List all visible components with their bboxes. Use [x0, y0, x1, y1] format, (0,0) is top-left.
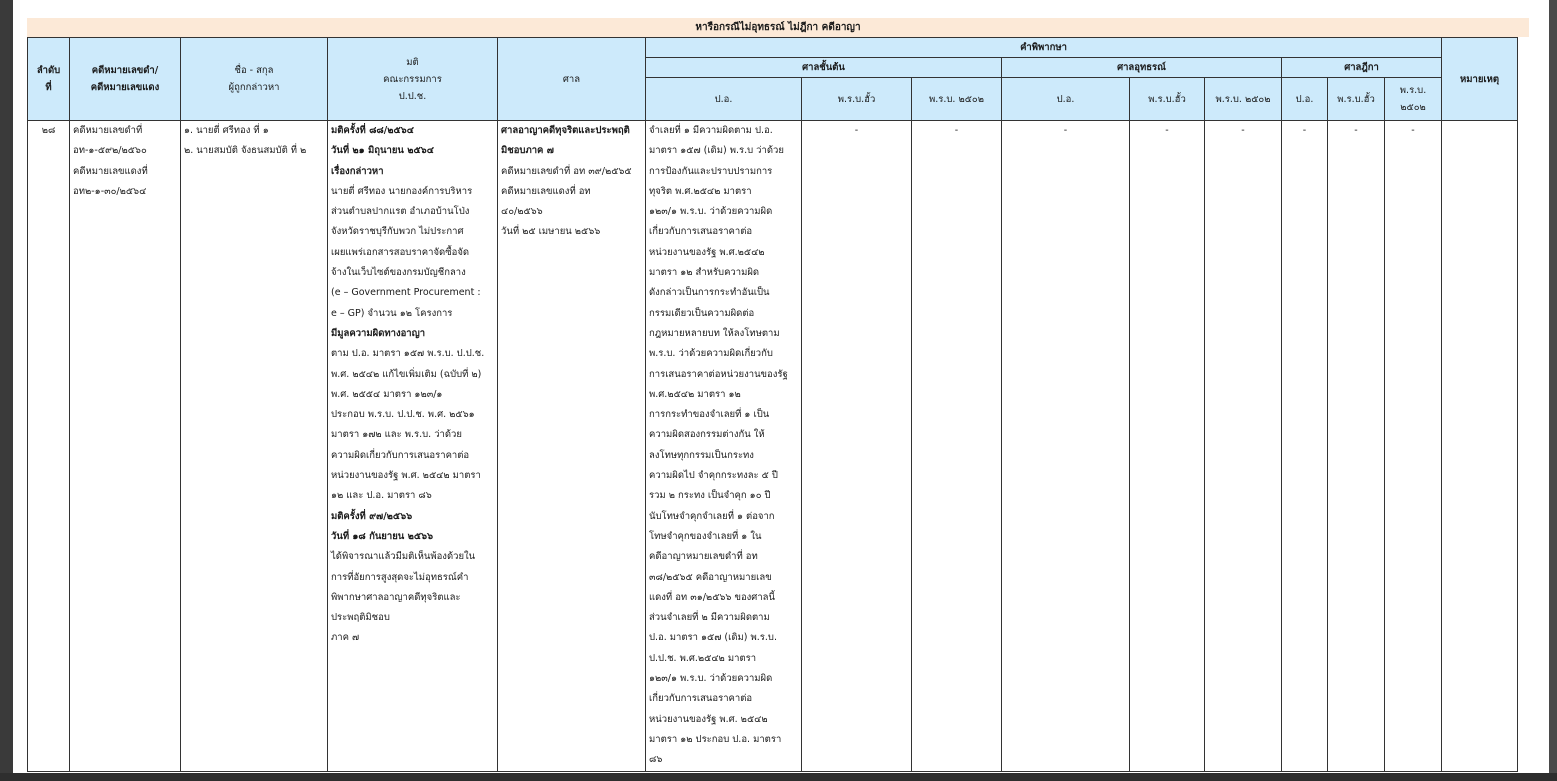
- cell-line: แดงที่ อท ๓๑/๒๕๖๖ ของศาลนี้: [649, 591, 775, 603]
- cell-line: นายตี่ ศรีทอง นายกองค์การบริหาร: [331, 185, 473, 197]
- cell-line: หน่วยงานของรัฐ พ.ศ. ๒๕๔๒ มาตรา: [331, 470, 481, 482]
- cell-line: ความผิดเกี่ยวกับการเสนอราคาต่อ: [331, 449, 470, 461]
- cell-line: รวม ๒ กระทง เป็นจำคุก ๑๐ ปี: [649, 490, 771, 502]
- cell-line: ๔๐/๒๕๖๖: [501, 206, 543, 218]
- header-supreme-po: ป.อ.: [1282, 78, 1328, 121]
- cell-line: ได้พิจารณาแล้วมีมติเห็นพ้องด้วยใน: [331, 551, 476, 563]
- cell-line: จ้างในเว็บไซต์ของกรมบัญชีกลาง: [331, 267, 466, 279]
- header-first-court: ศาลชั้นต้น: [646, 58, 1002, 78]
- cell-line: มิชอบภาค ๗: [501, 145, 554, 157]
- header-accused: ชื่อ - สกุล ผู้ถูกกล่าวหา: [181, 38, 328, 121]
- cell-first-pr-2502: -: [912, 121, 1002, 772]
- cell-first-po: [646, 121, 802, 772]
- cell-remark: [1442, 121, 1518, 772]
- header-remark: หมายเหตุ: [1442, 38, 1518, 121]
- cell-first-pr-bua: -: [802, 121, 912, 772]
- cell-line: ทุจริต พ.ศ.๒๕๔๒ มาตรา: [649, 185, 752, 197]
- cell-line: วันที่ ๒๕ เมษายน ๒๕๖๖: [501, 226, 601, 238]
- cell-line: จังหวัดราชบุรีกับพวก ไม่ประกาศ: [331, 226, 464, 238]
- cell-court: [498, 121, 646, 772]
- cell-line: ป.อ. มาตรา ๑๕๗ (เดิม) พ.ร.บ.: [649, 632, 777, 644]
- cell-line: เกี่ยวกับการเสนอราคาต่อ: [649, 693, 753, 705]
- header-appeal-pr-2502: พ.ร.บ. ๒๕๐๒: [1205, 78, 1282, 121]
- header-first-pr-2502: พ.ร.บ. ๒๕๐๒: [912, 78, 1002, 121]
- header-supreme-pr-bua: พ.ร.บ.ฮั้ว: [1328, 78, 1385, 121]
- table-banner-title: หารือกรณีไม่อุทธรณ์ ไม่ฎีกา คดีอาญา: [27, 18, 1529, 37]
- cell-supreme-po: -: [1282, 121, 1328, 772]
- cell-line: คดีอาญาหมายเลขดำที่ อท: [649, 551, 758, 563]
- cell-line: ๑๒๓/๑ พ.ร.บ. ว่าด้วยความผิด: [649, 673, 773, 685]
- cell-line: ๑๒๓/๑ พ.ร.บ. ว่าด้วยความผิด: [649, 206, 773, 218]
- cell-line: จำเลยที่ ๑ มีความผิดตาม ป.อ.: [649, 125, 773, 136]
- cell-line: การเสนอราคาต่อหน่วยงานของรัฐ: [649, 368, 788, 380]
- cell-supreme-pr-2502: -: [1385, 121, 1442, 772]
- cell-appeal-pr-bua: -: [1130, 121, 1205, 772]
- cell-line: ส่วนตำบลปากแรต อำเภอบ้านโป่ง: [331, 206, 470, 218]
- cell-line: หน่วยงานของรัฐ พ.ศ. ๒๕๔๒: [649, 713, 768, 725]
- cell-line: โทษจำคุกของจำเลยที่ ๑ ใน: [649, 530, 762, 542]
- cell-line: ลงโทษทุกกรรมเป็นกระทง: [649, 449, 754, 461]
- header-resolution: มติ คณะกรรมการ ป.ป.ช.: [328, 38, 498, 121]
- cell-supreme-pr-bua: -: [1328, 121, 1385, 772]
- cell-line: พิพากษาศาลอาญาคดีทุจริตและ: [331, 591, 461, 603]
- cell-line: เรื่องกล่าวหา: [331, 165, 384, 177]
- cell-line: ประพฤติมิชอบ: [331, 612, 390, 624]
- right-window-edge: [1549, 0, 1557, 781]
- header-supreme-pr-2502: พ.ร.บ. ๒๕๐๒: [1385, 78, 1442, 121]
- header-appeal-po: ป.อ.: [1002, 78, 1130, 121]
- cell-line: การป้องกันและปราบปรามการ: [649, 165, 773, 177]
- cell-line: พ.ศ. ๒๕๕๔ มาตรา ๑๒๓/๑: [331, 388, 443, 400]
- cell-line: ป.ป.ช. พ.ศ.๒๕๔๒ มาตรา: [649, 652, 757, 664]
- cell-line: เผยแพร่เอกสารสอบราคาจัดซื้อจัด: [331, 246, 470, 258]
- cell-line: พ.ศ.๒๕๔๒ มาตรา ๑๒: [649, 388, 741, 400]
- left-window-edge: [0, 0, 13, 781]
- cell-appeal-po: -: [1002, 121, 1130, 772]
- cell-line: การกระทำของจำเลยที่ ๑ เป็น: [649, 409, 770, 421]
- cell-seq: ๒๘: [28, 121, 70, 772]
- cell-line: ศาลอาญาคดีทุจริตและประพฤติ: [501, 125, 630, 136]
- cell-line: พ.ศ. ๒๕๔๒ แก้ไขเพิ่มเติม (ฉบับที่ ๒): [331, 368, 482, 380]
- header-first-po: ป.อ.: [646, 78, 802, 121]
- cell-line: ตาม ป.อ. มาตรา ๑๕๗ พ.ร.บ. ป.ป.ช.: [331, 348, 485, 360]
- cell-line: ๓๘/๒๕๖๕ คดีอาญาหมายเลข: [649, 571, 772, 583]
- cell-accused: ๑. นายตี่ ศรีทอง ที่ ๑ ๒. นายสมบัติ จังธนสมบัติ ที่ ๒: [181, 121, 328, 772]
- cell-line: มีมูลความผิดทางอาญา: [331, 327, 426, 339]
- cell-line: e – GP) จำนวน ๑๒ โครงการ: [331, 307, 453, 319]
- cell-line: การที่อัยการสูงสุดจะไม่อุทธรณ์คำ: [331, 571, 469, 583]
- header-court: ศาล: [498, 38, 646, 121]
- header-appeal-court: ศาลอุทธรณ์: [1002, 58, 1282, 78]
- cell-line: ดังกล่าวเป็นการกระทำอันเป็น: [649, 287, 770, 299]
- bottom-window-edge: [0, 773, 1557, 781]
- cell-line: นับโทษจำคุกจำเลยที่ ๑ ต่อจาก: [649, 510, 775, 522]
- table-row: [28, 121, 1518, 772]
- cell-line: มาตรา ๑๒ สำหรับความผิด: [649, 267, 760, 279]
- cell-line: วันที่ ๑๘ กันยายน ๒๕๖๖: [331, 530, 434, 542]
- header-seq: ลำดับ ที่: [28, 38, 70, 121]
- cell-line: ๘๖: [649, 754, 663, 766]
- cell-line: มติครั้งที่ ๘๘/๒๕๖๔: [331, 125, 414, 136]
- cell-line: วันที่ ๒๑ มิถุนายน ๒๕๖๔: [331, 145, 434, 157]
- cell-line: ประกอบ พ.ร.บ. ป.ป.ช. พ.ศ. ๒๕๖๑: [331, 409, 475, 421]
- cell-line: (e – Government Procurement :: [331, 287, 481, 299]
- header-case-no: คดีหมายเลขดำ/ คดีหมายเลขแดง: [70, 38, 181, 121]
- cell-line: กรรมเดียวเป็นความผิดต่อ: [649, 307, 755, 319]
- header-supreme-court: ศาลฎีกา: [1282, 58, 1442, 78]
- cell-line: มาตรา ๑๒ ประกอบ ป.อ. มาตรา: [649, 733, 782, 745]
- cell-line: หน่วยงานของรัฐ พ.ศ.๒๕๔๒: [649, 246, 765, 258]
- cases-table: [27, 37, 1518, 772]
- cell-case-no: คดีหมายเลขดำที่ อท-๑-๕๙๒/๒๕๖๐ คดีหมายเลขแดงที่ อท๒-๑-๓๐/๒๕๖๔: [70, 121, 181, 772]
- cell-line: ภาค ๗: [331, 632, 360, 644]
- cell-line: เกี่ยวกับการเสนอราคาต่อ: [649, 226, 753, 238]
- cell-line: คดีหมายเลขดำที่ อท ๓๙/๒๕๖๕: [501, 165, 632, 177]
- cell-line: มาตรา ๑๗๒ และ พ.ร.บ. ว่าด้วย: [331, 429, 462, 441]
- cell-line: ความผิดไป จำคุกกระทงละ ๕ ปี: [649, 470, 778, 482]
- header-first-pr-bua: พ.ร.บ.ฮั้ว: [802, 78, 912, 121]
- cell-line: ความผิดสองกรรมต่างกัน ให้: [649, 429, 765, 441]
- cell-appeal-pr-2502: -: [1205, 121, 1282, 772]
- cell-line: มาตรา ๑๕๗ (เดิม) พ.ร.บ ว่าด้วย: [649, 145, 784, 157]
- header-appeal-pr-bua: พ.ร.บ.ฮั้ว: [1130, 78, 1205, 121]
- cell-line: พ.ร.บ. ว่าด้วยความผิดเกี่ยวกับ: [649, 348, 773, 360]
- cell-line: มติครั้งที่ ๙๗/๒๕๖๖: [331, 510, 413, 522]
- cell-line: ส่วนจำเลยที่ ๒ มีความผิดตาม: [649, 612, 770, 624]
- cell-resolution: [328, 121, 498, 772]
- cell-line: ๑๒ และ ป.อ. มาตรา ๘๖: [331, 490, 432, 502]
- cell-line: คดีหมายเลขแดงที่ อท: [501, 185, 591, 197]
- header-judgment: คำพิพากษา: [646, 38, 1442, 58]
- cell-line: กฎหมายหลายบท ให้ลงโทษตาม: [649, 327, 780, 339]
